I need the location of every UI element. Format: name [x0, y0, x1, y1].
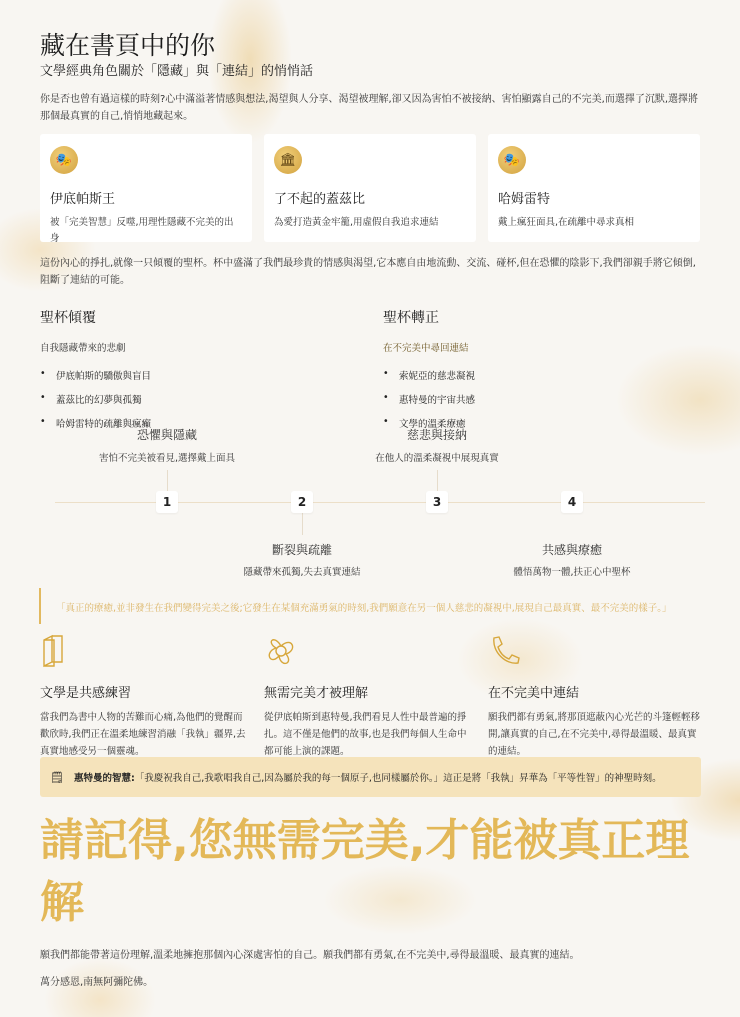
quote-bar	[39, 588, 41, 624]
timeline-desc: 害怕不完美被看見,選擇戴上面具	[98, 453, 236, 464]
feature-item	[40, 634, 250, 760]
book-icon	[40, 634, 74, 668]
feature-item	[488, 634, 703, 760]
feature-title: 文學是共感練習	[40, 686, 132, 701]
feature-title: 在不完美中連結	[488, 686, 580, 701]
feature-desc: 從伊底帕斯到惠特曼,我們看見人性中最普遍的掙扎。這不僅是他們的故事,也是我們每個人生命中都可能上演的課題。	[264, 712, 467, 757]
flower-icon	[264, 634, 298, 668]
column-upright	[383, 307, 683, 440]
page-title: 藏在書頁中的你	[40, 31, 216, 60]
card-title: 了不起的蓋茲比	[274, 192, 366, 207]
closing-blessing: 萬分感恩,南無阿彌陀佛。	[40, 977, 154, 988]
timeline-node: 3	[426, 491, 448, 513]
wisdom-callout	[40, 757, 701, 797]
list-item: • 伊底帕斯的驕傲與盲目	[40, 368, 340, 382]
quote-text: 「真正的療癒,並非發生在我們變得完美之後;它發生在某個充滿勇氣的時刻,我們願意在另一個人慈悲的凝視中,展現自己最真實、最不完美的樣子。」	[56, 603, 672, 614]
list-item: • 哈姆雷特的疏離與瘋癲	[40, 416, 340, 430]
timeline-node: 2	[291, 491, 313, 513]
card-desc: 戴上瘋狂面具,在疏離中尋求真相	[498, 217, 635, 228]
column-title: 聖杯傾覆	[40, 310, 96, 326]
character-card	[488, 134, 700, 242]
feature-desc: 願我們都有勇氣,將那頂遮蔽內心光芒的斗篷輕輕移開,讓真實的自己,在不完美中,尋得最溫暖、最真實的連結。	[488, 712, 701, 757]
timeline-title: 共感與療癒	[541, 543, 602, 557]
phone-icon	[488, 634, 522, 668]
list-item: • 文學的溫柔療癒	[383, 416, 683, 430]
feature-title: 無需完美才被理解	[264, 686, 369, 701]
headline: 請記得,您無需完美,才能被真正理解	[40, 815, 690, 928]
timeline-desc: 隱藏帶來孤獨,失去真實連結	[243, 567, 361, 578]
list-item: • 蓋茲比的幻夢與孤獨	[40, 392, 340, 406]
column-subtitle: 自我隱藏帶來的悲劇	[40, 343, 126, 354]
card-desc: 為愛打造黃金牢籠,用虛假自我追求連結	[274, 217, 439, 228]
mask-icon: 🎭	[498, 146, 526, 174]
wisdom-text: 「我慶祝我自己,我歌唱我自己,因為屬於我的每一個原子,也同樣屬於你。」這正是將「我執」昇華為「平等性智」的神聖時刻。	[134, 773, 662, 784]
page-subtitle: 文學經典角色關於「隱藏」與「連結」的悄悄話	[40, 64, 314, 79]
timeline-node: 1	[156, 491, 178, 513]
timeline-desc: 體悟萬物一體,扶正心中聖杯	[513, 567, 631, 578]
character-card	[40, 134, 252, 242]
grail-text: 這份內心的掙扎,就像一只傾覆的聖杯。杯中盛滿了我們最珍貴的情感與渴望,它本應自由地流動、交流、碰杯,但在恐懼的陰影下,我們卻親手將它傾倒,阻斷了連結的可能。	[40, 258, 696, 286]
list-item: • 索妮亞的慈悲凝視	[383, 368, 683, 382]
note-icon: 🗒	[50, 770, 64, 784]
feature-desc: 當我們為書中人物的苦難而心痛,為他們的覺醒而歡欣時,我們正在溫柔地練習消融「我執」疆界,去真實地感受另一個靈魂。	[40, 712, 246, 757]
timeline-node: 4	[561, 491, 583, 513]
card-desc: 被「完美智慧」反噬,用理性隱藏不完美的出身	[50, 217, 234, 244]
column-subtitle: 在不完美中尋回連結	[383, 343, 469, 354]
column-overturned	[40, 307, 340, 440]
intro-text: 你是否也曾有過這樣的時刻?心中滿溢著情感與想法,渴望與人分享、渴望被理解,卻又因為害怕不被接納、害怕顯露自己的不完美,而選擇了沉默,選擇將那個最真實的自己,悄悄地藏起來。	[40, 94, 699, 122]
timeline-title: 恐懼與隱藏	[136, 428, 197, 442]
card-title: 哈姆雷特	[498, 192, 551, 207]
timeline-desc: 在他人的溫柔凝視中展現真實	[375, 453, 499, 464]
closing-text: 願我們都能帶著這份理解,溫柔地擁抱那個內心深處害怕的自己。願我們都有勇氣,在不完美中,尋得最溫暖、最真實的連結。	[40, 950, 580, 961]
wisdom-label: 惠特曼的智慧:	[73, 773, 135, 784]
character-card	[264, 134, 476, 242]
timeline-title: 斷裂與疏離	[271, 543, 332, 557]
timeline-line	[55, 502, 705, 503]
column-title: 聖杯轉正	[383, 310, 439, 326]
timeline-title: 慈悲與接納	[406, 428, 467, 442]
temple-icon: 🏛	[274, 146, 302, 174]
card-title: 伊底帕斯王	[50, 192, 116, 207]
list-item: • 惠特曼的宇宙共感	[383, 392, 683, 406]
theater-masks-icon: 🎭	[50, 146, 78, 174]
feature-item	[264, 634, 476, 760]
